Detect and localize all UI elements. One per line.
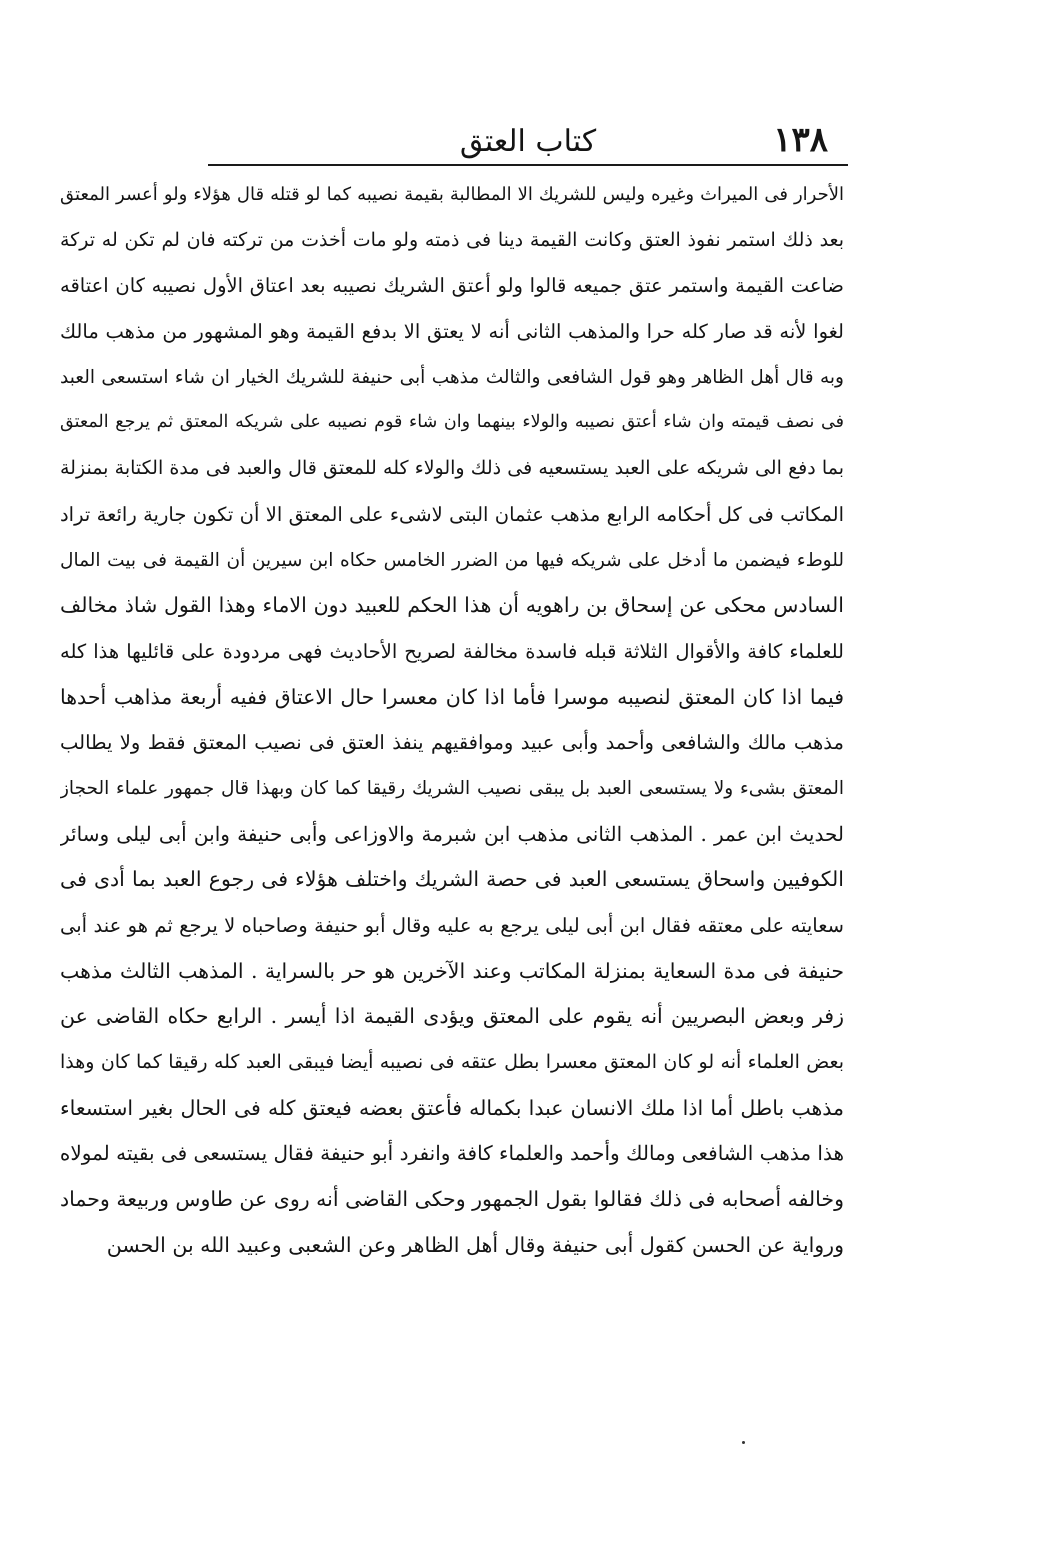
text-line: هذا مذهب الشافعى ومالك وأحمد والعلماء كافة وانفرد أبو حنيفة فقال يستسعى فى بقيته لمولاه	[60, 1141, 844, 1166]
text-line: فى نصف قيمته وان شاء أعتق نصيبه والولاء بينهما وان شاء قوم نصيبه على شريكه المعتق ثم يرجع المعتق	[60, 412, 844, 433]
text-line: لحديث ابن عمر . المذهب الثانى مذهب ابن شبرمة والاوزاعى وأبى حنيفة وابن أبى ليلى وسائر	[60, 821, 844, 846]
text-line: مذهب باطل أما اذا ملك الانسان عبدا بكماله فأعتق بعضه فيعتق كله فى الحال بغير استسعاء	[60, 1095, 844, 1120]
text-line: الأحرار فى الميراث وغيره وليس للشريك الا المطالبة بقيمة نصيبه كما لو قتله قال هؤلاء ولو أعسر المعتق	[60, 184, 844, 205]
text-line: زفر وبعض البصريين أنه يقوم على المعتق ويؤدى القيمة اذا أيسر . الرابع حكاه القاضى عن	[60, 1004, 844, 1029]
text-line: لغوا لأنه قد صار كله حرا والمذهب الثانى أنه لا يعتق الا بدفع القيمة وهو المشهور من مذهب مالك	[60, 320, 844, 344]
text-line: بعض العلماء أنه لو كان المعتق معسرا بطل عتقه فى نصيبه أيضا فيبقى العبد كله رقيقا كما كان وهذا	[60, 1051, 844, 1074]
text-line: للوطء فيضمن ما أدخل على شريكه فيها من الضرر الخامس حكاه ابن سيرين أن القيمة فى بيت المال	[60, 549, 844, 571]
text-line: ضاعت القيمة واستمر عتق جميعه قالوا ولو أعتق الشريك نصيبه بعد اعتاق الأول نصيبه كان اعتاقه	[60, 274, 844, 298]
text-line: المعتق بشىء ولا يستسعى العبد بل يبقى نصيب الشريك رقيقا كما كان وبهذا قال جمهور علماء الحجاز	[60, 777, 844, 799]
text-line: الكوفيين واسحاق يستسعى العبد فى حصة الشريك واختلف هؤلاء فى رجوع العبد بما أدى فى	[60, 867, 844, 892]
text-line: ورواية عن الحسن كقول أبى حنيفة وقال أهل الظاهر وعن الشعبى وعبيد الله بن الحسن	[106, 1232, 844, 1257]
scan-speck	[742, 1441, 745, 1444]
page-number: ١٣٨	[773, 120, 828, 160]
text-line: وخالفه أصحابه فى ذلك فقالوا بقول الجمهور وحكى القاضى أنه روى عن طاوس وربيعة وحماد	[60, 1187, 844, 1212]
text-line: مذهب مالك والشافعى وأحمد وأبى عبيد وموافقيهم ينفذ العتق فى نصيب المعتق فقط ولا يطالب	[60, 731, 844, 755]
running-title: كتاب العتق	[459, 124, 597, 159]
text-line: المكاتب فى كل أحكامه الرابع مذهب عثمان البتى لاشىء على المعتق الا أن تكون جارية رائعة تراد	[60, 502, 844, 526]
text-line: فيما اذا كان المعتق لنصيبه موسرا فأما اذا كان معسرا حال الاعتاق ففيه أربعة مذاهب أحدها	[60, 684, 844, 709]
body-text	[60, 172, 844, 1269]
text-line: السادس محكى عن إسحاق بن راهويه أن هذا الحكم للعبيد دون الاماء وهذا القول شاذ مخالف	[60, 593, 844, 618]
text-line: حنيفة فى مدة السعاية بمنزلة المكاتب وعند الآخرين هو حر بالسراية . المذهب الثالث مذهب	[60, 958, 844, 983]
header-rule	[208, 164, 848, 166]
text-line: وبه قال أهل الظاهر وهو قول الشافعى والثالث مذهب أبى حنيفة للشريك الخيار ان شاء استسعى العبد	[60, 366, 844, 388]
page-header	[208, 108, 848, 162]
text-line: بما دفع الى شريكه على العبد يستسعيه فى ذلك والولاء كله للمعتق قال والعبد فى مدة الكتابة بمنزلة	[60, 457, 844, 480]
text-line: سعايته على معتقه فقال ابن أبى ليلى يرجع به عليه وقال أبو حنيفة وصاحباه لا يرجع ثم هو عند أبى	[60, 914, 844, 937]
text-line: للعلماء كافة والأقوال الثلاثة قبله فاسدة مخالفة لصريح الأحاديث فهى مردودة على قائليها هذا كله	[60, 639, 844, 663]
text-line: بعد ذلك استمر نفوذ العتق وكانت القيمة دينا فى ذمته ولو مات أخذت من تركته فان لم تكن له تركة	[60, 228, 844, 251]
